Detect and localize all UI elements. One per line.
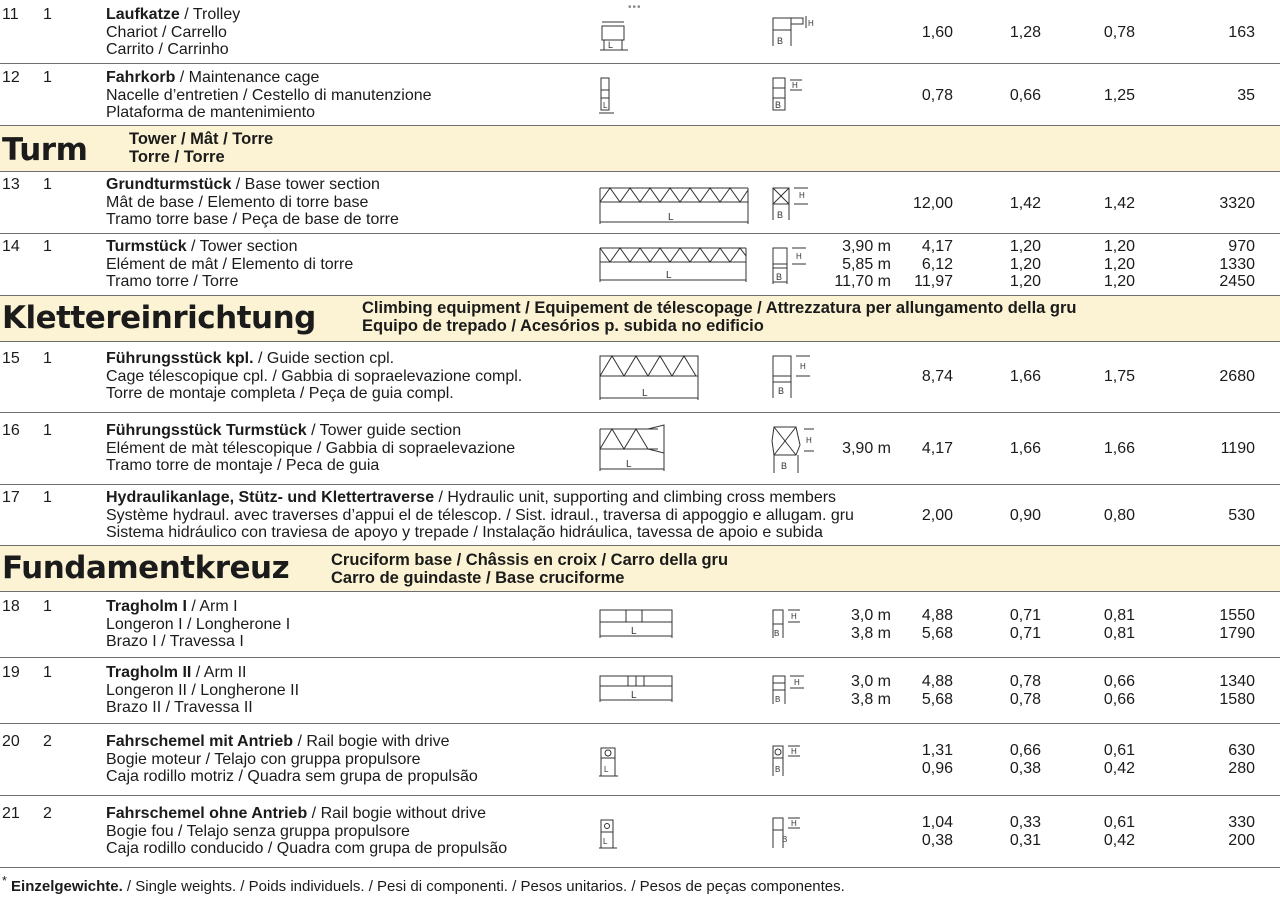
front-view-drawing [770, 14, 814, 50]
svg-text:L: L [604, 765, 609, 774]
svg-text:L: L [626, 459, 632, 470]
svg-text:H: H [791, 747, 797, 756]
item-quantity: 1 [43, 422, 52, 439]
svg-text:H: H [800, 362, 806, 371]
svg-text:B: B [774, 629, 780, 638]
item-description: Hydraulikanlage, Stütz- und Klettertraverse / Hydraulic unit, supporting and climbing cross members Système hydraul. avec traverses d’appui el de télescop. / Sist. idraul., traversa di appoggio e allugam. gru Sistema hidráulico con traviesa de apoyo y trepade / Instalação hidráulica, tavessa de apoio e subida [106, 489, 854, 542]
svg-text:B: B [776, 272, 783, 282]
item-number: 16 [2, 422, 20, 439]
height-values: 0,61 0,42 [1103, 814, 1135, 849]
item-description: Fahrschemel mit Antrieb / Rail bogie with drive Bogie moteur / Telajo con gruppa propulsore Caja rodillo motriz / Quadra sem grupa de propulsão [106, 733, 478, 786]
svg-text:B: B [781, 461, 788, 471]
svg-text:L: L [603, 837, 608, 846]
item-number: 15 [2, 350, 20, 367]
table-row [0, 724, 1280, 796]
length-values: 4,88 5,68 [921, 673, 953, 708]
item-number: 14 [2, 238, 20, 255]
section-title: Turm [2, 132, 88, 168]
section-length-values: 3,0 m 3,8 m [850, 673, 891, 708]
section-subtitle: Cruciform base / Châssis en croix / Carro della gru [331, 551, 729, 569]
weight-values: 330 200 [1228, 814, 1255, 849]
side-view-drawing [598, 20, 632, 54]
front-view-drawing [770, 184, 818, 224]
width-value: 1,66 [1009, 368, 1041, 385]
item-quantity: 1 [43, 489, 52, 506]
item-quantity: 1 [43, 350, 52, 367]
length-values: 1,04 0,38 [921, 814, 953, 849]
item-description: Führungsstück Turmstück / Tower guide section Elément de màt télescopique / Gabbia di sopraelevazione Tramo torre de montaje / Peca de guia [106, 422, 516, 475]
length-values: 1,31 0,96 [921, 742, 953, 777]
width-values: 0,66 0,38 [1009, 742, 1041, 777]
item-quantity: 1 [43, 598, 52, 615]
svg-text:H: H [808, 19, 814, 28]
section-subtitle: Equipo de trepado / Acesórios p. subida no edificio [362, 317, 764, 335]
item-description: Laufkatze / Trolley Chariot / Carrello Carrito / Carrinho [106, 6, 241, 59]
svg-text:H: H [806, 436, 812, 445]
front-view-drawing [770, 74, 810, 114]
table-row [0, 485, 1280, 546]
section-header-climbing [0, 296, 1280, 342]
svg-text:B: B [775, 765, 781, 774]
svg-text:L: L [631, 690, 637, 701]
table-row [0, 234, 1280, 296]
section-header-tower [0, 126, 1280, 172]
item-quantity: 1 [43, 664, 52, 681]
item-quantity: 1 [43, 176, 52, 193]
front-view-drawing [770, 814, 806, 852]
section-length-value: 3,90 m [842, 440, 891, 457]
item-number: 12 [2, 69, 20, 86]
width-value: 1,28 [1009, 24, 1041, 41]
height-value: 1,66 [1103, 440, 1135, 457]
width-values: 0,78 0,78 [1009, 673, 1041, 708]
section-title: Klettereinrichtung [2, 300, 316, 336]
item-quantity: 1 [43, 238, 52, 255]
section-subtitle: Tower / Mât / Torre [129, 130, 274, 148]
weight-value: 2680 [1219, 368, 1255, 385]
weight-values: 630 280 [1228, 742, 1255, 777]
length-value: 4,17 [921, 440, 953, 457]
weight-values: 1340 1580 [1219, 673, 1255, 708]
width-value: 1,42 [1009, 195, 1041, 212]
height-value: 1,75 [1103, 368, 1135, 385]
height-values: 0,81 0,81 [1103, 607, 1135, 642]
section-title: Fundamentkreuz [2, 550, 290, 586]
svg-text:B: B [775, 100, 782, 110]
section-subtitle: Carro de guindaste / Base cruciforme [331, 569, 625, 587]
svg-text:L: L [666, 270, 672, 281]
table-row [0, 658, 1280, 724]
table-row [0, 796, 1280, 868]
svg-text:B: B [775, 695, 781, 704]
section-subtitle: Climbing equipment / Equipement de télescopage / Attrezzatura per allungamento della gru [362, 299, 1077, 317]
side-view-drawing [598, 744, 622, 780]
front-view-drawing [770, 742, 806, 780]
more-options-dots[interactable]: ••• [628, 2, 642, 13]
length-value: 2,00 [921, 507, 953, 524]
weight-value: 163 [1228, 24, 1255, 41]
front-view-drawing [770, 352, 820, 404]
item-quantity: 1 [43, 69, 52, 86]
svg-text:H: H [791, 612, 797, 621]
item-number: 21 [2, 805, 20, 822]
item-description: Tragholm II / Arm II Longeron II / Longherone II Brazo II / Travessa II [106, 664, 300, 717]
section-header-cruciform-base [0, 546, 1280, 592]
footnote-text: / Single weights. / Poids individuels. / Pesi di componenti. / Pesos unitarios. / Pesos de peças componentes. [122, 878, 845, 895]
width-values: 0,33 0,31 [1009, 814, 1041, 849]
height-value: 1,25 [1103, 87, 1135, 104]
weight-values: 970 1330 2450 [1219, 238, 1255, 291]
item-number: 11 [2, 6, 19, 23]
length-value: 1,60 [921, 24, 953, 41]
width-value: 1,66 [1009, 440, 1041, 457]
footnote [2, 874, 845, 895]
svg-text:H: H [792, 81, 798, 90]
height-values: 0,61 0,42 [1103, 742, 1135, 777]
item-number: 19 [2, 664, 20, 681]
footnote-bold: Einzelgewichte. [11, 878, 123, 895]
svg-text:H: H [794, 678, 800, 687]
item-description: Grundturmstück / Base tower section Mât de base / Elemento di torre base Tramo torre base / Peça de base de torre [106, 176, 399, 229]
length-values: 4,17 6,12 11,97 [914, 238, 953, 291]
svg-text:L: L [642, 388, 648, 399]
weight-value: 530 [1228, 507, 1255, 524]
side-view-drawing [598, 672, 674, 708]
weight-value: 1190 [1220, 440, 1255, 457]
svg-text:B: B [777, 210, 784, 220]
item-description: Fahrschemel ohne Antrieb / Rail bogie without drive Bogie fou / Telajo senza gruppa propulsore Caja rodillo conducido / Quadra com grupa de propulsão [106, 805, 508, 858]
weight-values: 1550 1790 [1219, 607, 1255, 642]
section-length-values: 3,90 m 5,85 m 11,70 m [834, 238, 891, 291]
length-value: 8,74 [921, 368, 953, 385]
svg-text:L: L [668, 212, 674, 223]
table-row [0, 413, 1280, 485]
table-row [0, 172, 1280, 234]
width-values: 1,20 1,20 1,20 [1009, 238, 1041, 291]
item-number: 13 [2, 176, 20, 193]
weight-value: 3320 [1219, 195, 1255, 212]
side-view-drawing [598, 606, 674, 642]
item-description: Tragholm I / Arm I Longeron I / Longherone I Brazo I / Travessa I [106, 598, 291, 651]
svg-text:B: B [782, 835, 788, 844]
item-quantity: 2 [43, 733, 52, 750]
item-description: Führungsstück kpl. / Guide section cpl. Cage télescopique cpl. / Gabbia di sopraelevazione compl. Torre de montaje completa / Peça de guia compl. [106, 350, 523, 403]
side-view-drawing [598, 816, 622, 852]
item-description: Fahrkorb / Maintenance cage Nacelle d’entretien / Cestello di manutenzione Plataforma de mantenimiento [106, 69, 432, 122]
svg-text:L: L [603, 101, 608, 110]
side-view-drawing [598, 184, 750, 228]
width-value: 0,66 [1009, 87, 1041, 104]
table-row [0, 0, 1280, 64]
side-view-drawing [598, 76, 618, 116]
svg-text:H: H [799, 191, 805, 200]
side-view-drawing [598, 423, 672, 479]
item-description: Turmstück / Tower section Elément de mât / Elemento di torre Tramo torre / Torre [106, 238, 354, 291]
section-length-values: 3,0 m 3,8 m [850, 607, 891, 642]
length-value: 0,78 [921, 87, 953, 104]
svg-text:B: B [778, 386, 785, 396]
item-number: 20 [2, 733, 20, 750]
height-value: 0,78 [1103, 24, 1135, 41]
item-number: 17 [2, 489, 20, 506]
width-value: 0,90 [1009, 507, 1041, 524]
svg-text:H: H [791, 819, 797, 828]
footnote-asterisk: * [2, 874, 7, 888]
item-number: 18 [2, 598, 20, 615]
table-row [0, 342, 1280, 413]
height-values: 0,66 0,66 [1103, 673, 1135, 708]
item-quantity: 2 [43, 805, 52, 822]
length-value: 12,00 [912, 195, 953, 212]
item-quantity: 1 [43, 6, 52, 23]
width-values: 0,71 0,71 [1009, 607, 1041, 642]
height-values: 1,20 1,20 1,20 [1103, 238, 1135, 291]
weight-value: 35 [1237, 87, 1255, 104]
svg-text:L: L [608, 40, 614, 50]
table-row [0, 64, 1280, 126]
svg-text:H: H [796, 252, 802, 261]
length-values: 4,88 5,68 [921, 607, 953, 642]
side-view-drawing [598, 352, 702, 404]
side-view-drawing [598, 244, 750, 288]
height-value: 0,80 [1103, 507, 1135, 524]
svg-text:B: B [777, 36, 784, 46]
table-row [0, 592, 1280, 658]
svg-text:L: L [631, 626, 637, 637]
section-subtitle: Torre / Torre [129, 148, 225, 166]
height-value: 1,42 [1103, 195, 1135, 212]
